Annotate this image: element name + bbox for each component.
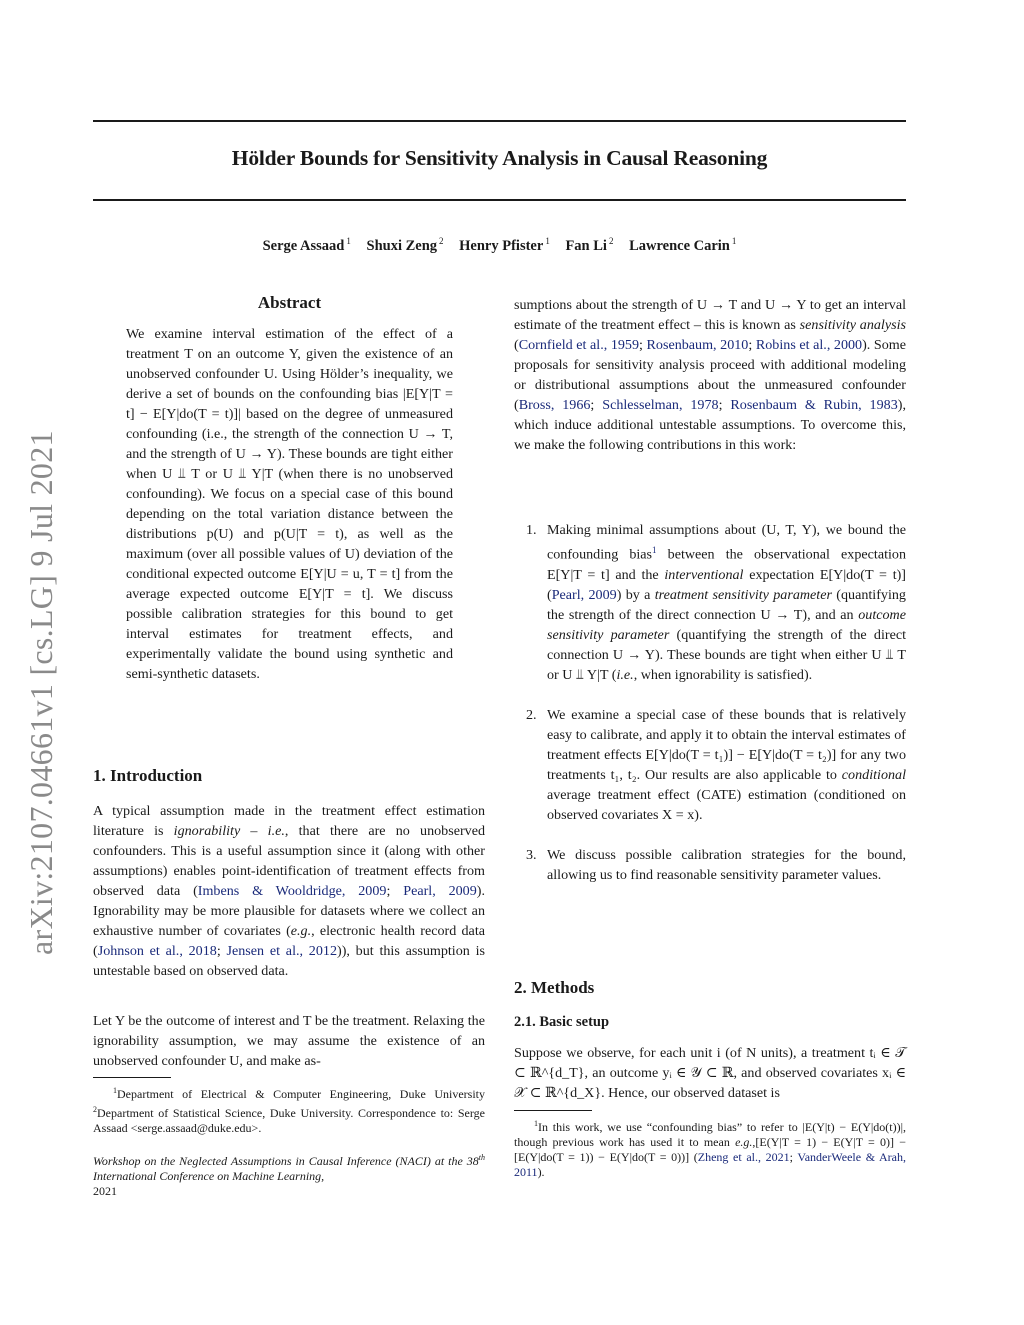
author bbox=[629, 238, 736, 254]
subsection-heading-basic-setup: 2.1. Basic setup bbox=[514, 1014, 610, 1030]
author bbox=[459, 238, 550, 254]
superscript: th bbox=[478, 1153, 485, 1162]
text: ), which induce additional untestable assumptions. To overcome this, we make the following contributions in this work: bbox=[514, 397, 906, 453]
text: average treatment effect (CATE) estimation (conditioned on observed covariates X = x). bbox=[547, 786, 906, 823]
author bbox=[367, 238, 444, 254]
text: ). bbox=[537, 1165, 545, 1179]
contribution-item bbox=[514, 845, 906, 885]
text: , that there are no unobserved confounders. This is a useful assumption since it (along with other assumptions) enables point-identification of treatment effects from observed data ( bbox=[93, 823, 486, 899]
text: , when ignorability is satisfied). bbox=[633, 666, 813, 683]
list-number: 1. bbox=[526, 522, 537, 538]
author-list bbox=[93, 236, 906, 255]
citation-link[interactable]: Johnson et al., 2018 bbox=[97, 943, 217, 959]
contributions-list bbox=[514, 520, 906, 905]
text: Department of Statistical Science, Duke University. Correspondence to: Serge Assaad <serge.assaad@duke.edu>. bbox=[93, 1106, 485, 1135]
emphasis: i.e. bbox=[616, 666, 634, 683]
author-affiliation: 2 bbox=[608, 236, 614, 246]
text: ; bbox=[590, 397, 603, 413]
text: We discuss possible calibration strategies for the bound, allowing us to find reasonable sensitivity parameter values. bbox=[547, 846, 906, 883]
citation-link[interactable]: Robins et al., 2000 bbox=[755, 337, 863, 353]
citation-link[interactable]: Rosenbaum, 2010 bbox=[646, 337, 749, 353]
text: ; bbox=[216, 943, 227, 959]
title-rule-top bbox=[93, 120, 906, 122]
author-affiliation: 1 bbox=[731, 236, 737, 246]
author-name: Lawrence Carin bbox=[629, 237, 730, 254]
author-name: Henry Pfister bbox=[459, 237, 544, 254]
emphasis: treatment sensitivity parameter bbox=[654, 586, 832, 603]
emphasis: e.g. bbox=[290, 923, 312, 939]
citation-link[interactable]: Bross, 1966 bbox=[518, 397, 591, 413]
title-rule-bottom bbox=[93, 199, 906, 201]
text: sumptions about the strength of U → T and U → Y to get an interval estimate of the treatment effect – this is known as bbox=[514, 297, 906, 333]
footnote-mark: 2 bbox=[93, 1105, 97, 1114]
contribution-item bbox=[514, 520, 906, 685]
venue-year: 2021 bbox=[93, 1184, 117, 1198]
text: Suppose we observe, for each unit i (of N units), a treatment tᵢ ∈ 𝒯 ⊂ ℝ^{d_T}, an outcome yᵢ ∈ 𝒴 ⊂ ℝ, and observed covariates xᵢ ∈ 𝒳 ⊂ ℝ^{d_X}. Hence, our observed dataset is bbox=[514, 1045, 906, 1101]
citation-link[interactable]: Zheng et al., 2021 bbox=[697, 1150, 790, 1164]
footnote-mark: 1 bbox=[534, 1119, 538, 1128]
citation-link[interactable]: VanderWeele & Arah, 2011 bbox=[514, 1150, 906, 1179]
author-affiliation: 1 bbox=[545, 236, 550, 246]
author-affiliation: 2 bbox=[439, 236, 444, 246]
text: In this work, we use “confounding bias” to refer to |E(Y|t) − E(Y|do(t))|, though previous work has used it to mean bbox=[514, 1120, 906, 1149]
venue-note bbox=[93, 1150, 485, 1199]
arxiv-stamp: arXiv:2107.04661v1 [cs.LG] 9 Jul 2021 bbox=[23, 430, 59, 955]
intro-paragraph-2-continued bbox=[514, 295, 906, 455]
text: ; bbox=[639, 337, 647, 353]
author-affiliation: 1 bbox=[346, 236, 351, 246]
text: Let Y be the outcome of interest and T be the treatment. Relaxing the ignorability assumption, we may assume the existence of an unobserved confounder U, and make as- bbox=[93, 1013, 485, 1069]
methods-paragraph-1 bbox=[514, 1043, 906, 1103]
footnote-1 bbox=[514, 1116, 906, 1180]
list-number: 2. bbox=[526, 706, 537, 723]
author bbox=[263, 238, 351, 254]
text: ; bbox=[789, 1150, 798, 1164]
emphasis: outcome sensitivity parameter bbox=[547, 606, 906, 643]
footnote-affiliations bbox=[93, 1083, 485, 1136]
citation-link[interactable]: Pearl, 2009 bbox=[551, 586, 617, 603]
text: , electronic health record data ( bbox=[93, 923, 485, 959]
text: International Conference on Machine Learning, bbox=[93, 1169, 325, 1183]
author bbox=[565, 238, 613, 254]
text: )), but this assumption is untestable based on observed data. bbox=[93, 943, 485, 979]
text: A typical assumption made in the treatment effect estimation literature is bbox=[93, 803, 485, 839]
citation-link[interactable]: Rosenbaum & Rubin, 1983 bbox=[730, 397, 898, 413]
footnote-mark: 1 bbox=[113, 1086, 117, 1095]
text: Department of Electrical & Computer Engineering, Duke University bbox=[117, 1087, 485, 1101]
text: ; bbox=[718, 397, 731, 413]
text: ( bbox=[514, 337, 519, 353]
contribution-item bbox=[514, 705, 906, 825]
text: ,[E(Y|T = 1) − E(Y|T = 0)] − [E(Y|do(T = 1)) − E(Y|do(T = 0))] ( bbox=[514, 1135, 906, 1164]
text: ; bbox=[386, 883, 404, 899]
abstract-heading: Abstract bbox=[257, 293, 322, 312]
text: ) by a bbox=[616, 586, 655, 603]
text: (quantifying the strength of the direct connection U → T), and an bbox=[547, 586, 906, 623]
footnote-rule bbox=[514, 1110, 592, 1111]
intro-paragraph-2 bbox=[93, 1011, 485, 1071]
intro-paragraph-1 bbox=[93, 801, 485, 981]
author-name: Fan Li bbox=[565, 237, 607, 254]
text: expectation E[Y|do(T = t)] ( bbox=[547, 566, 906, 603]
text: We examine a special case of these bounds that is relatively easy to calibrate, and apply it to obtain the interval estimates of treatment effects E[Y|do(T = t₁)] − E[Y|do(T = t₂)] for any two treatments t₁, t₂. Our results are also applicable to bbox=[547, 706, 906, 783]
text: ). Some proposals for sensitivity analysis proceed with additional modeling or distributional assumptions about the unmeasured confounder ( bbox=[514, 337, 907, 413]
footnote-link[interactable]: 1 bbox=[652, 545, 657, 555]
author-name: Serge Assaad bbox=[262, 237, 345, 254]
author-name: Shuxi Zeng bbox=[366, 237, 438, 254]
section-heading-introduction: 1. Introduction bbox=[93, 766, 203, 785]
emphasis: e.g. bbox=[735, 1135, 753, 1149]
text: Workshop on the Neglected Assumptions in Causal Inference (NACI) at the 38 bbox=[93, 1154, 479, 1168]
emphasis: ignorability – i.e. bbox=[173, 823, 285, 839]
section-heading-methods: 2. Methods bbox=[514, 978, 595, 997]
abstract-text: We examine interval estimation of the effect of a treatment T on an outcome Y, given the existence of an unobserved confounder U. Using Hölder’s inequality, we derive a set of bounds on the confounding bias |E[Y|T = t] − E[Y|do(T = t)]| based on the degree of unmeasured confounding (i.e., the strength of the connection U → T, and the strength of U → Y). These bounds are tight either when U ⫫ T or U ⫫ Y|T (when there is no unobserved confounding). We focus on a special case of this bound depending on the total variation distance between the distributions p(U) and p(U|T = t), as well as the maximum (over all possible values of U) deviation of the conditional expected outcome E[Y|U = u, T = t] from the average expected outcome E[Y|T = t]. We discuss possible calibration strategies for this bound to get interval estimates for treatment effects, and experimentally validate the bound using synthetic and semi-synthetic datasets. bbox=[126, 326, 453, 682]
text: between the observational expectation E[Y|T = t] and the bbox=[547, 546, 906, 583]
emphasis: sensitivity analysis bbox=[799, 317, 906, 333]
citation-link[interactable]: Cornfield et al., 1959 bbox=[518, 337, 640, 353]
emphasis: conditional bbox=[841, 766, 906, 783]
text: Making minimal assumptions about (U, T, Y), we bound the confounding bias bbox=[547, 522, 906, 563]
paper-title: Hölder Bounds for Sensitivity Analysis in Causal Reasoning bbox=[231, 146, 768, 170]
list-number: 3. bbox=[526, 846, 537, 863]
footnote-rule bbox=[93, 1077, 171, 1078]
emphasis: interventional bbox=[664, 566, 744, 583]
citation-link[interactable]: Jensen et al., 2012 bbox=[226, 943, 337, 959]
text: ; bbox=[748, 337, 756, 353]
text: (quantifying the strength of the direct connection U → Y). These bounds are tight when either U ⫫ T or U ⫫ Y|T ( bbox=[547, 626, 906, 683]
citation-link[interactable]: Schlesselman, 1978 bbox=[602, 397, 719, 413]
text: ). Ignorability may be more plausible for datasets where we collect an exhaustive number of covariates ( bbox=[93, 883, 485, 939]
citation-link[interactable]: Pearl, 2009 bbox=[403, 883, 477, 899]
citation-link[interactable]: Imbens & Wooldridge, 2009 bbox=[197, 883, 387, 899]
